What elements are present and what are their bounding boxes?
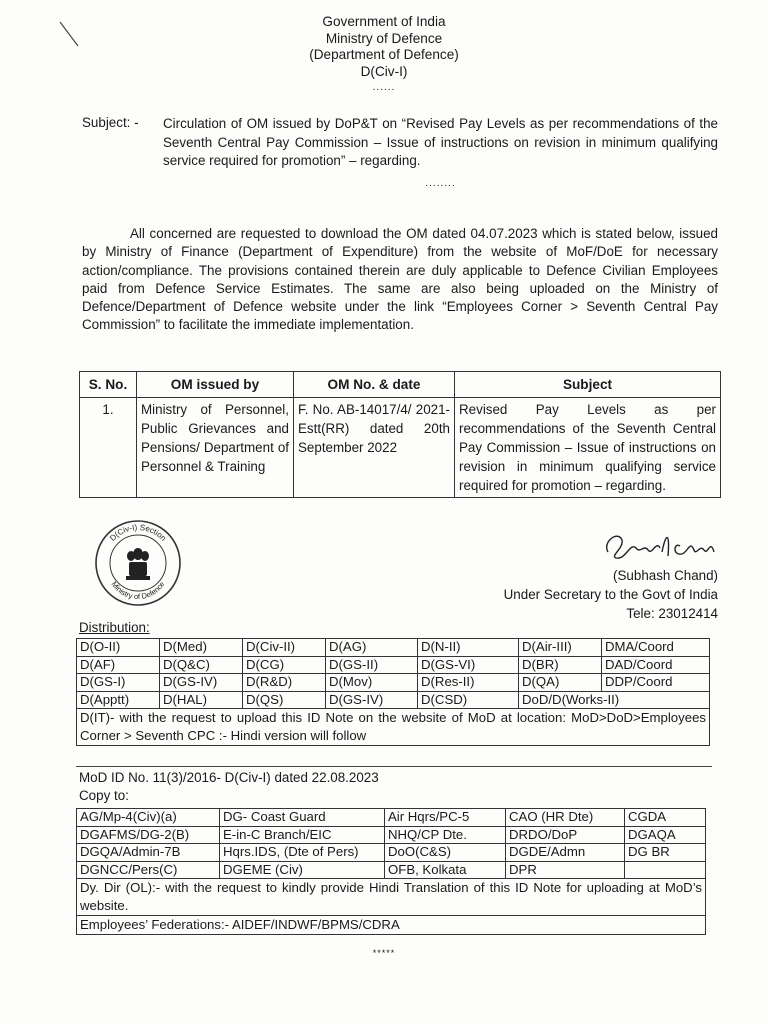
col-header-om-no: OM No. & date <box>294 372 455 398</box>
dist-cell: DMA/Coord <box>602 639 710 657</box>
dist-cell: D(QS) <box>243 691 326 709</box>
table-row <box>77 844 706 862</box>
col-header-issued-by: OM issued by <box>137 372 294 398</box>
copy-cell: DGDE/Admn <box>506 844 625 862</box>
dist-cell: D(QA) <box>519 674 602 692</box>
dist-cell: DAD/Coord <box>602 656 710 674</box>
mod-id-number: MoD ID No. 11(3)/2016- D(Civ-I) dated 22.08.2023 <box>79 770 379 785</box>
om-table-header <box>80 372 721 398</box>
copy-note-ol: Dy. Dir (OL):- with the request to kindly provide Hindi Translation of this ID Note for uploading at MoD’s website. <box>77 879 706 916</box>
cell-subject: Revised Pay Levels as per recommendations of the Seventh Central Pay Commission – Issue of instructions on revision in minimum qualifying service required for promotion – regarding. <box>455 398 721 498</box>
cell-issued-by: Ministry of Personnel, Public Grievances and Pensions/ Department of Personnel & Training <box>137 398 294 498</box>
table-row <box>77 809 706 827</box>
copy-cell: DGAFMS/DG-2(B) <box>77 826 220 844</box>
dist-cell: D(O-II) <box>77 639 160 657</box>
dist-cell: D(Q&C) <box>160 656 243 674</box>
dist-cell: D(Apptt) <box>77 691 160 709</box>
dist-cell: D(GS-VI) <box>418 656 519 674</box>
copy-cell: DoO(C&S) <box>385 844 506 862</box>
table-row <box>77 826 706 844</box>
dist-cell: D(Air-III) <box>519 639 602 657</box>
signatory-block <box>460 566 718 623</box>
copy-cell: DGEME (Civ) <box>220 861 385 879</box>
table-row <box>77 861 706 879</box>
cell-sno: 1. <box>80 398 137 498</box>
dist-cell: D(GS-IV) <box>326 691 418 709</box>
table-row <box>77 879 706 916</box>
dist-cell: D(AG) <box>326 639 418 657</box>
copy-cell: NHQ/CP Dte. <box>385 826 506 844</box>
dist-cell: D(Civ-II) <box>243 639 326 657</box>
col-header-subject: Subject <box>455 372 721 398</box>
copy-cell: CAO (HR Dte) <box>506 809 625 827</box>
dist-cell: D(R&D) <box>243 674 326 692</box>
distribution-label: Distribution: <box>79 620 150 635</box>
copy-to-label: Copy to: <box>79 788 129 803</box>
copy-cell: DPR <box>506 861 625 879</box>
copy-cell <box>625 861 706 879</box>
letterhead <box>0 14 768 97</box>
letterhead-government: Government of India <box>322 14 446 29</box>
dist-cell: D(Res-II) <box>418 674 519 692</box>
table-row <box>77 916 706 935</box>
subject-body: Circulation of OM issued by DoP&T on “Revised Pay Levels as per recommendations of the Seventh Central Pay Commission – Issue of instructions on revision in minimum qualifying service required for promotion” – regarding. <box>163 116 718 168</box>
copy-cell: Hqrs.IDS, (Dte of Pers) <box>220 844 385 862</box>
distribution-table <box>76 638 710 746</box>
copy-cell: DRDO/DoP <box>506 826 625 844</box>
dist-cell: D(Mov) <box>326 674 418 692</box>
copy-cell: DGAQA <box>625 826 706 844</box>
dist-cell: D(AF) <box>77 656 160 674</box>
dist-cell: D(GS-IV) <box>160 674 243 692</box>
cell-om-no: F. No. AB-14017/4/ 2021-Estt(RR) dated 20th September 2022 <box>294 398 455 498</box>
copy-note-federations: Employees’ Federations:- AIDEF/INDWF/BPMS/CDRA <box>77 916 706 935</box>
copy-to-table <box>76 808 706 935</box>
signatory-tele: Tele: 23012414 <box>626 606 718 621</box>
dist-cell: D(CG) <box>243 656 326 674</box>
copy-cell: AG/Mp-4(Civ)(a) <box>77 809 220 827</box>
col-header-sno: S. No. <box>80 372 137 398</box>
copy-cell: CGDA <box>625 809 706 827</box>
dist-cell: D(CSD) <box>418 691 519 709</box>
table-row <box>77 656 710 674</box>
dist-cell: D(BR) <box>519 656 602 674</box>
copy-cell: DG BR <box>625 844 706 862</box>
subject-label: Subject: - <box>82 115 139 130</box>
dist-cell: DDP/Coord <box>602 674 710 692</box>
subject-text <box>163 115 718 193</box>
dist-cell: D(Med) <box>160 639 243 657</box>
copy-cell: Air Hqrs/PC-5 <box>385 809 506 827</box>
copy-cell: DG- Coast Guard <box>220 809 385 827</box>
dist-note-it: D(IT)- with the request to upload this ID Note on the website of MoD at location: MoD>DoD>Employees Corner > Seventh CPC :- Hindi version will follow <box>77 709 710 746</box>
end-mark: ***** <box>372 948 396 958</box>
copy-cell: DGNCC/Pers(C) <box>77 861 220 879</box>
letterhead-section: D(Civ-I) <box>360 63 408 79</box>
header-dots: ...... <box>372 82 396 93</box>
copy-cell: OFB, Kolkata <box>385 861 506 879</box>
dist-cell: D(HAL) <box>160 691 243 709</box>
signatory-designation: Under Secretary to the Govt of India <box>503 587 718 602</box>
table-row <box>80 398 721 498</box>
svg-text:D(Civ-I) Section: D(Civ-I) Section <box>108 522 168 543</box>
copy-cell: E-in-C Branch/EIC <box>220 826 385 844</box>
dist-cell: D(GS-I) <box>77 674 160 692</box>
signatory-name: (Subhash Chand) <box>613 568 718 583</box>
handwritten-signature <box>600 522 720 566</box>
table-row <box>77 639 710 657</box>
dist-cell: D(N-II) <box>418 639 519 657</box>
divider-line <box>76 766 712 767</box>
body-paragraph: All concerned are requested to download the OM dated 04.07.2023 which is stated below, issued by Ministry of Finance (Department of Expenditure) from the website of MoF/DoE for necessary action/compliance. The provisions contained therein are duly applicable to Defence Civilian Employees paid from Defence Service Estimates. The same are also being uploaded on the Ministry of Defence/Department of Defence website under the link “Employees Corner > Seventh Central Pay Commission” to facilitate the immediate implementation. <box>82 226 718 333</box>
letterhead-ministry: Ministry of Defence <box>325 30 443 46</box>
copy-cell: DGQA/Admin-7B <box>77 844 220 862</box>
subject-dots: ........ <box>425 177 456 189</box>
svg-text:Ministry of Defence: Ministry of Defence <box>109 579 167 602</box>
letterhead-department: (Department of Defence) <box>309 47 459 62</box>
om-table <box>79 371 721 498</box>
dist-cell: DoD/D(Works-II) <box>519 691 710 709</box>
table-row <box>77 674 710 692</box>
dist-cell: D(GS-II) <box>326 656 418 674</box>
section-seal-stamp <box>93 518 183 608</box>
table-row <box>77 691 710 709</box>
table-row <box>77 709 710 746</box>
